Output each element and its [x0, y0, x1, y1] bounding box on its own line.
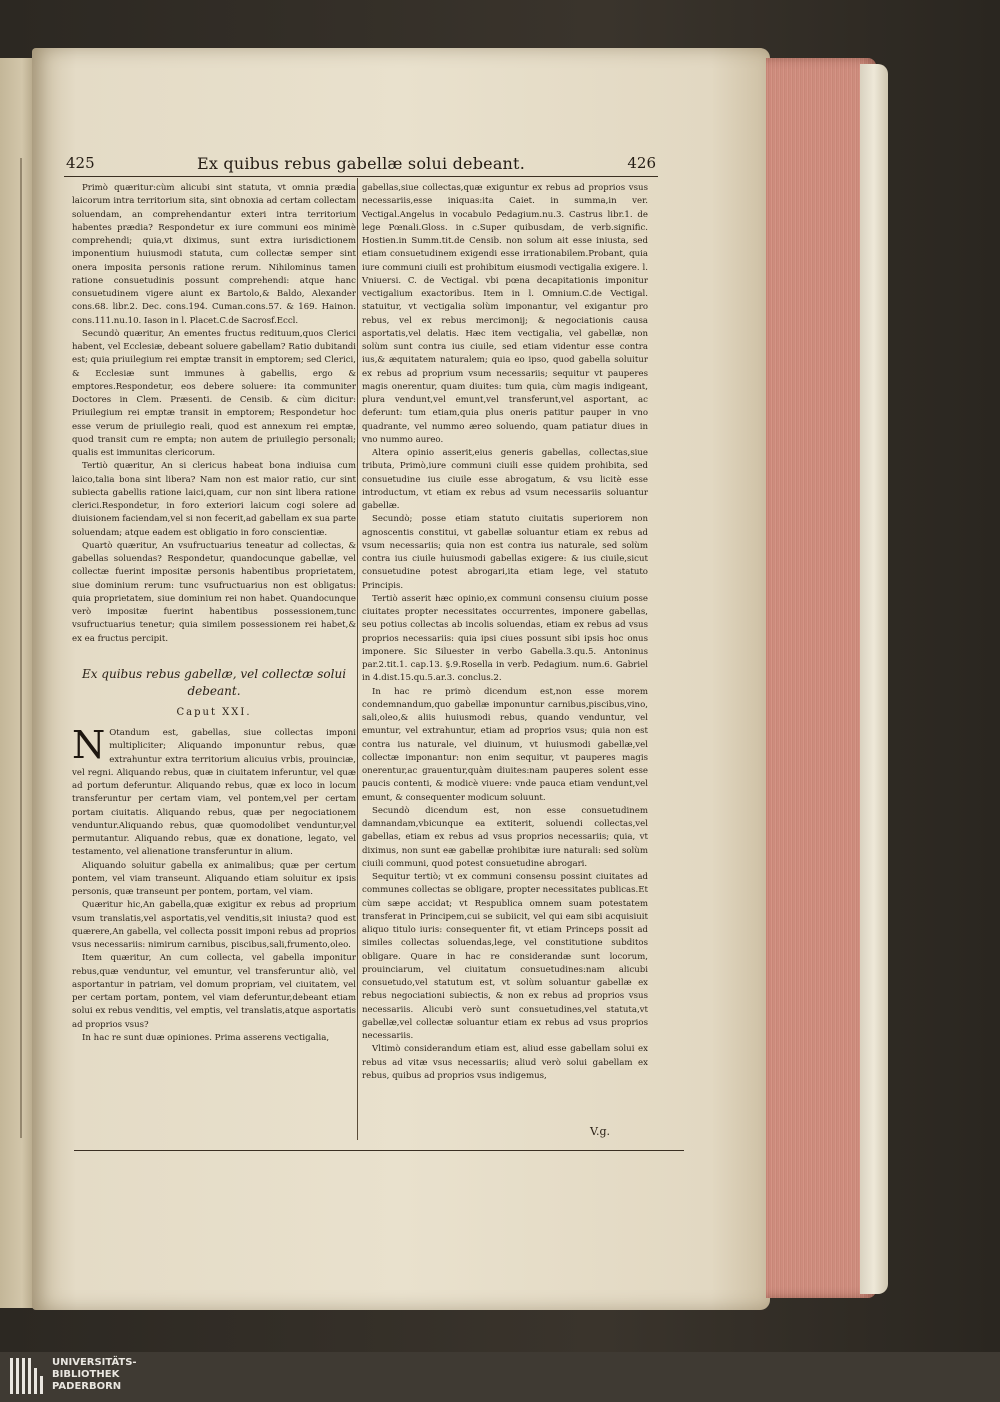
paragraph: Quartò quæritur, An vsufructuarius teneatur ad collectas, & gabellas soluendas? Respondetur, quandocunque gabellæ, vel collectæ fuerint impositæ personis habentibus proprietatem, siue dominium rerum: tunc vsufructuarius non est obligatus: quia proprietatem, siue dominium rei non habet. Quandocunque verò impositæ fuerint habentibus possessionem,tunc vsufructuarius tenetur; quia similem possessionem rei habet,& ex ea fructus percipit.: [72, 540, 356, 644]
library-name-line: PADERBORN: [52, 1381, 122, 1392]
library-name-line: UNIVERSITÄTS-: [52, 1357, 137, 1368]
paragraph: In hac re sunt duæ opiniones. Prima asserens vectigalia,: [82, 1032, 330, 1043]
paragraph-initial: [72, 723, 356, 860]
page-number-right: 426: [627, 154, 656, 172]
paragraph: Secundò quæritur, An ementes fructus redituum,quos Clerici habent, vel Ecclesiæ, debeant soluere gabellam? Ratio dubitandi est; quia priuilegium rei emptæ transit in emptorem; sed Clerici, & Ecclesiæ sunt immunes à gabellis, ergo & emptores.Respondetur, eos debere soluere: ita communiter Doctores in Clem. Præsenti. de Censib. & cùm dicitur: Priuilegium rei emptæ transit in emptorem; Respondetur hoc esse verum de priuilegio reali, quod est annexum rei emptæ, quod transit cum re empta; non autem de priuilegio personali; qualis est immunitas clericorum.: [72, 328, 356, 458]
paragraph: In hac re primò dicendum est,non esse morem condemnandum,quo gabellæ imponuntur carnibus,piscibus,vino, sali,oleo,& aliis huiusmodi rebus, quando venduntur, vel emuntur, vel extrahuntur, etiam ad proprios vsus; quia non est contra ius naturale, vel diuinum, vt huiusmodi gabellæ,vel collectæ imponantur: non enim sequitur, vt pauperes magis onerentur,ac grauentur,quàm diuites:nam pauperes solent esse paucis contenti, & modicè viuere: vnde pauca etiam vendunt,vel emunt, & consequenter modicum soluunt.: [362, 686, 648, 803]
paragraph: Aliquando soluitur gabella ex animalibus; quæ per certum pontem, vel viam transeunt. Aliquando etiam soluitur ex ipsis personis, quæ transeunt per pontem, portam, vel viam.: [72, 860, 356, 897]
paragraph: Item quæritur, An cum collecta, vel gabella imponitur rebus,quæ venduntur, vel emuntur, vel transferuntur aliò, vel asportantur in patriam, vel domum propriam, vel ciuitatem, vel per certam portam, pontem, vel viam deferuntur,debeant etiam solui ex rebus venditis, vel emptis, vel translatis,atque asportatis ad proprios vsus?: [72, 953, 356, 1030]
paragraph-text: Otandum est, gabellas, siue collectas imponi multipliciter; Aliquando imponuntur rebus, quæ extrahuntur extra territorium alicuius vrbis, prouinciæ, vel regni. Aliquando rebus, quæ in ciuitatem inferuntur, vel quæ ad portum deferuntur. Aliquando rebus, quæ ex loco in locum transferuntur per certam viam, vel pontem,vel per certam portam ciuitatis. Aliquando rebus, quæ per negociationem venduntur.Aliquando rebus, quæ quomodolibet venduntur,vel permutantur. Aliquando rebus, quæ ex donatione, legato, vel testamento, vel alienatione transferuntur in alium.: [72, 728, 356, 858]
book-cover-edge: [860, 64, 888, 1294]
paragraph: gabellas,siue collectas,quæ exiguntur ex rebus ad proprios vsus necessariis,esse iniquas:ita Caiet. in summa,in ver. Vectigal.Angelus in vocabulo Pedagium.nu.3. Castrus libr.1. de lege Pœnali.Gloss. in c.Super quibusdam, de verb.signific. Hostien.in Summ.tit.de Censib. non solum ait esse iniusta, sed etiam consuetudinem exigendi esse irrationabilem.Probant, quia iure communi ciuili est prohibitum eiusmodi vectigalia exigere. l. Vniuersi. C. de Vectigal. vbi pœna decapitationis imponitur vectigalium exactoribus. Item in l. Omnium.C.de Vectigal. statuitur, vt vectigalia solùm imponantur, vel exigantur pro rebus, vel ex rebus mercimonij; & negociationis causa asportatis,vel delatis. Hæc item vectigalia, vel gabellæ, non solùm sunt contra ius ciuile, sed etiam videntur esse contra ius,& æquitatem naturalem; quia eo ipso, quod gabella soluitur ex rebus ad proprium vsum necessariis; sequitur vt pauperes magis onerentur, quam diuites: tum quia, cùm magis indigeant, plura vendunt,vel emunt,vel transferunt,vel asportant, ac deferunt: tum etiam,quia plus oneris patitur pauper in vno quadrante, vel nummo æreo soluendo, quam patiatur diues in vno nummo aureo.: [362, 183, 648, 445]
library-name-line: BIBLIOTHEK: [52, 1369, 120, 1380]
library-footer: [0, 1352, 1000, 1402]
footer-rule: [74, 1150, 684, 1151]
library-name: [52, 1357, 137, 1393]
paragraph: Tertiò quæritur, An si clericus habeat bona indiuisa cum laico,talia bona sint libera? Nam non est maior ratio, cur sint subiecta gabellis ratione laici,quam, cur non sint libera ratione clerici.Respondetur, in foro exteriori laicum cogi solere ad diuisionem faciendam,vel si non fecerit,ad gabellam ex sua parte soluendam; atque eadem est obligatio in foro conscientiæ.: [72, 461, 356, 538]
chapter-title: Ex quibus rebus gabellæ, vel collectæ solui debeant.: [81, 666, 347, 698]
catchword: V.g.: [590, 1125, 611, 1138]
chapter-number: Caput XXI.: [176, 706, 252, 718]
paragraph: Quæritur hic,An gabella,quæ exigitur ex rebus ad proprium vsum translatis,vel asportatis,vel venditis,sit iniusta? quod est quærere,An gabella, vel collecta possit imponi rebus ad proprios vsus necessariis: nimirum carnibus, piscibus,sali,frumento,oleo.: [72, 900, 356, 950]
header-rule: [64, 176, 658, 177]
university-logo-icon: [10, 1358, 44, 1394]
drop-cap: N: [72, 723, 106, 767]
running-title: Ex quibus rebus gabellæ solui debeant.: [197, 154, 525, 173]
paragraph: Tertiò asserit hæc opinio,ex communi consensu ciuium posse ciuitates propter necessitates occurrentes, imponere gabellas, seu potius collectas ab incolis soluendas, etiam ex rebus ad vsus proprios necessariis: quia ipsi ciues possunt sibi ipsis hoc onus imponere. Sic Siluester in verbo Gabella.3.qu.5. Antoninus par.2.tit.1. cap.13. §.9.Rosella in verb. Pedagium. num.6. Gabriel in 4.dist.15.qu.5.ar.3. conclus.2.: [362, 593, 648, 684]
paragraph: Primò quæritur:cùm alicubi sint statuta, vt omnia prædia laicorum intra territorium sita, sint obnoxia ad certam collectam soluendam, an comprehendantur exteri intra territorium habentes prædia? Respondetur ex iure communi eos minimè comprehendi; quia,vt diximus, sunt extra iurisdictionem imponentium huiusmodi statuta, cum collectæ semper sint onera imposita personis ratione rerum. Nihilominus tamen ratione consuetudinis possunt comprehendi: atque hanc consuetudinem vigere aiunt ex Bartolo,& Baldo, Alexander cons.68. libr.2. Dec. cons.194. Cuman.cons.57. & 169. Hainon. cons.111.nu.10. Iason in l. Placet.C.de Sacrosf.Eccl.: [72, 183, 356, 326]
paragraph: Altera opinio asserit,eius generis gabellas, collectas,siue tributa, Primò,iure communi ciuili esse quidem prohibita, sed consuetudine ius ciuile esse abrogatum, & vsu licitè esse introductum, vt etiam ex rebus ad vsum necessariis soluantur gabellæ.: [362, 448, 648, 511]
paragraph: Secundò dicendum est, non esse consuetudinem damnandam,vbicunque ea extiterit, soluendi collectas,vel gabellas, etiam ex rebus ad vsus proprios necessariis; quia, vt diximus, non sunt eæ gabellæ prohibitæ iure naturali: sed solùm ciuili communi, quod potest consuetudine abrogari.: [362, 805, 648, 869]
right-column: [362, 182, 648, 1083]
page-number-left: 425: [66, 154, 95, 172]
paragraph: Vltimò considerandum etiam est, aliud esse gabellam solui ex rebus ad vitæ vsus necessariis; aliud verò solui gabellam ex rebus, quibus ad proprios vsus indigemus,: [362, 1044, 648, 1081]
left-column: [72, 182, 356, 1045]
paragraph: Secundò; posse etiam statuto ciuitatis superiorem non agnoscentis constitui, vt gabellæ soluantur etiam ex rebus ad vsum necessariis; quia non est contra ius naturale, sed solùm contra ius ciuile huiusmodi gabellas exigere: & ius ciuile,sicut consuetudine potest abrogari,ita etiam lege, vel statuto Principis.: [362, 514, 648, 591]
paragraph: Sequitur tertiò; vt ex communi consensu possint ciuitates ad communes collectas se obligare, propter necessitates publicas.Et cùm sæpe accidat; vt Respublica omnem suam potestatem transferat in Principem,cui se subiicit, vel qui eam sibi acquisiuit aliquo titulo iuris: consequenter fit, vt etiam Princeps possit ad similes collectas soluendas,lege, vel constitutione subditos obligare. Quare in hac re considerandæ sunt locorum, prouinciarum, vel ciuitatum consuetudines:nam alicubi consuetudo,vel statutum est, vt solùm soluantur gabellæ ex rebus negociationi subiectis, & non ex rebus ad proprios vsus necessariis. Alicubi verò sunt consuetudines,vel statuta,vt gabellæ,vel collectæ soluantur etiam ex rebus ad vsus proprios necessariis.: [362, 872, 648, 1041]
column-divider: [357, 178, 358, 1140]
